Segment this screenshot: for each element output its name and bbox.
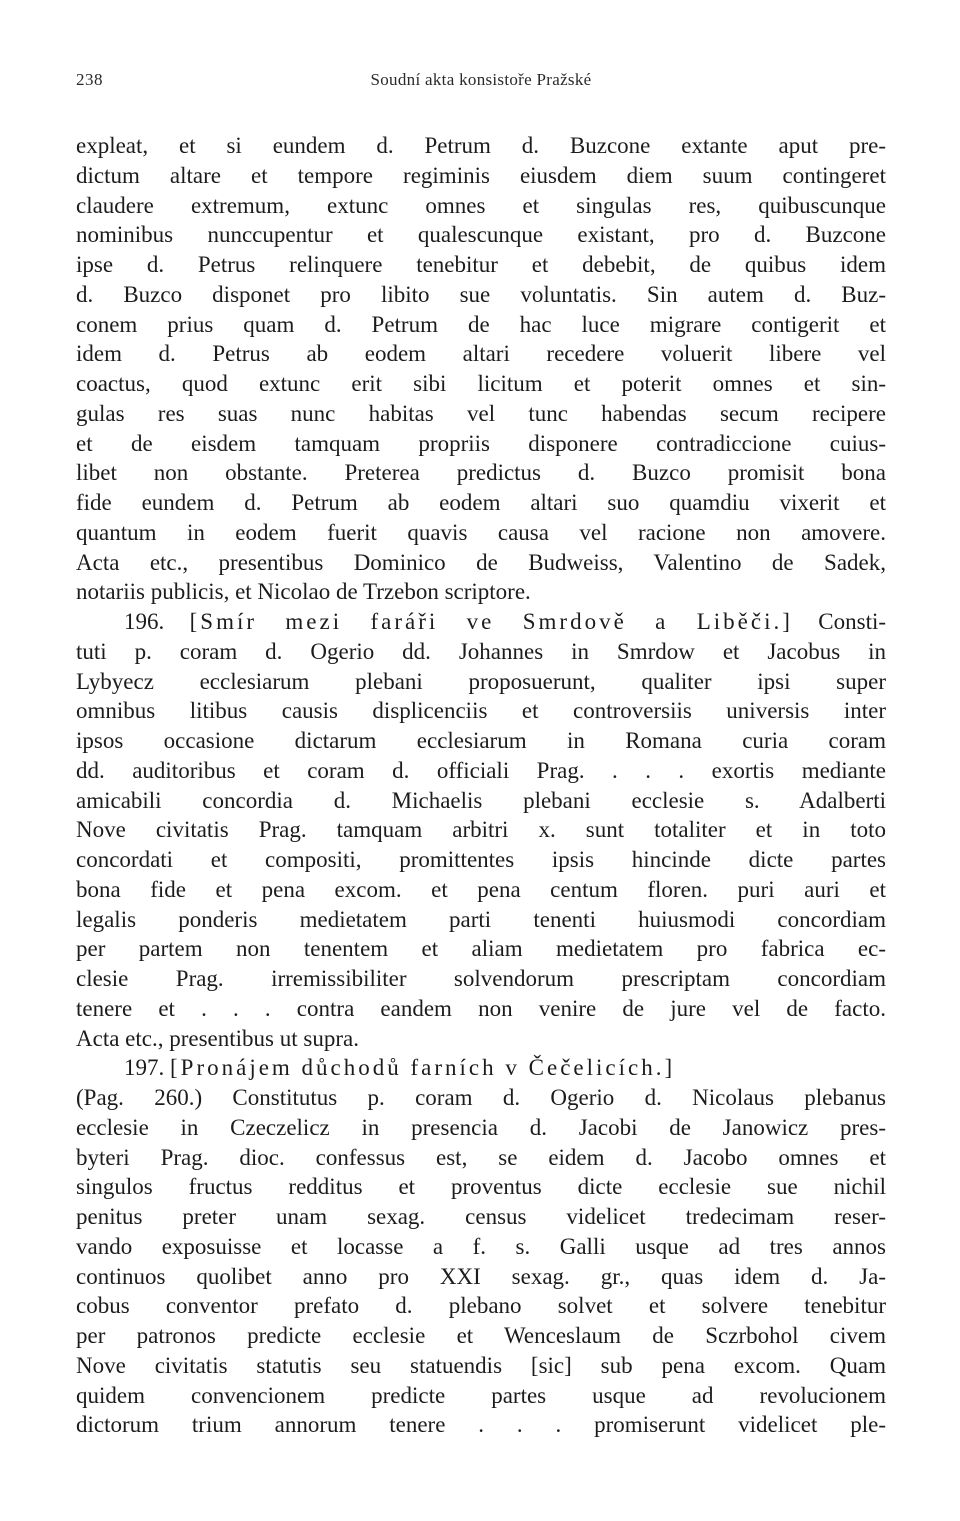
text-line: (Pag. 260.) Constitutus p. coram d. Ogerio d. Nicolaus plebanus (76, 1085, 886, 1110)
text-line: ipsos occasione dictarum ecclesiarum in Romana curia coram (76, 728, 886, 753)
text-line: byteri Prag. dioc. confessus est, se eidem d. Jacobo omnes et (76, 1144, 886, 1170)
text-line: Nove civitatis statutis seu statuendis [sic] sub pena excom. Quam (76, 1352, 886, 1378)
entry-number: 196. (124, 609, 165, 634)
text-line: dd. auditoribus et coram d. officiali Prag. . . . exortis mediante (76, 757, 886, 783)
text-line: Acta etc., presentibus ut supra. (76, 1025, 359, 1051)
text-fragment: Consti- (818, 609, 887, 634)
body-text (76, 131, 886, 1440)
text-line: Nove civitatis Prag. tamquam arbitri x. sunt totaliter et in toto (76, 817, 886, 843)
text-line: idem d. Petrus ab eodem altari recedere voluerit libere vel (76, 341, 886, 367)
text-line: claudere extremum, extunc omnes et singulas res, quibuscunque (76, 192, 886, 218)
entry-197-heading-line (76, 1053, 886, 1083)
text-line: coactus, quod extunc erit sibi licitum et poterit omnes et sin- (76, 371, 886, 396)
text-line: et de eisdem tamquam propriis disponere contradiccione cuius- (76, 430, 886, 456)
text-line: concordati et compositi, promittentes ipsis hincinde dicte partes (76, 847, 886, 872)
page-number: 238 (76, 70, 103, 89)
text-line: quantum in eodem fuerit quavis causa vel racione non amovere. (76, 519, 886, 545)
text-line: expleat, et si eundem d. Petrum d. Buzcone extante aput pre- (76, 133, 886, 158)
text-line: notariis publicis, et Nicolao de Trzebon scriptore. (76, 579, 531, 605)
text-line: per patronos predicte ecclesie et Wenceslaum de Sczrbohol civem (76, 1323, 886, 1348)
text-line: d. Buzco disponet pro libito sue voluntatis. Sin autem d. Buz- (76, 281, 886, 307)
text-line: ipse d. Petrus relinquere tenebitur et debebit, de quibus idem (76, 252, 886, 277)
text-line: libet non obstante. Preterea predictus d. Buzco promisit bona (76, 460, 886, 486)
text-line: dictorum trium annorum tenere . . . promiserunt videlicet ple- (76, 1412, 886, 1438)
text-line: omnibus litibus causis displicenciis et controversiis universis inter (76, 698, 886, 724)
entry-196-heading-line (76, 607, 886, 637)
entry-heading: [Smír mezi faráři ve Smrdově a Liběči.] (189, 609, 793, 634)
text-line: quidem convencionem predicte partes usque ad revolucionem (76, 1382, 886, 1408)
text-line: tuti p. coram d. Ogerio dd. Johannes in Smrdow et Jacobus in (76, 638, 886, 664)
text-line: dictum altare et tempore regiminis eiusdem diem suum contingeret (76, 162, 886, 188)
entry-number: 197. (124, 1055, 165, 1081)
text-line: vando exposuisse et locasse a f. s. Galli usque ad tres annos (76, 1233, 886, 1259)
text-line: legalis ponderis medietatem parti tenenti huiusmodi concordiam (76, 906, 886, 932)
text-line: gulas res suas nunc habitas vel tunc habendas secum recipere (76, 400, 886, 426)
entry-heading: [Pronájem důchodů farních v Čečelicích.] (170, 1055, 676, 1081)
running-head (76, 68, 886, 92)
running-title: Soudní akta konsistoře Pražské (370, 70, 592, 89)
text-line: nominibus nunccupentur et qualescunque existant, pro d. Buzcone (76, 222, 886, 248)
text-line: per partem non tenentem et aliam medietatem pro fabrica ec- (76, 936, 886, 962)
text-line: conem prius quam d. Petrum de hac luce migrare contigerit et (76, 311, 886, 337)
text-line: bona fide et pena excom. et pena centum floren. puri auri et (76, 876, 886, 902)
text-line: singulos fructus redditus et proventus dicte ecclesie sue nichil (76, 1174, 886, 1200)
text-line: tenere et . . . contra eandem non venire de jure vel de facto. (76, 995, 886, 1021)
text-line: cobus conventor prefato d. plebano solvet et solvere tenebitur (76, 1293, 886, 1319)
text-line: continuos quolibet anno pro XXI sexag. gr., quas idem d. Ja- (76, 1263, 886, 1289)
text-line: ecclesie in Czeczelicz in presencia d. Jacobi de Janowicz pres- (76, 1114, 886, 1140)
text-line: fide eundem d. Petrum ab eodem altari suo quamdiu vixerit et (76, 490, 886, 515)
text-line: amicabili concordia d. Michaelis plebani ecclesie s. Adalberti (76, 787, 886, 813)
text-line: Lybyecz ecclesiarum plebani proposuerunt, qualiter ipsi super (76, 668, 886, 694)
text-line: clesie Prag. irremissibiliter solvendorum prescriptam concordiam (76, 966, 886, 991)
text-line: penitus preter unam sexag. census videlicet tredecimam reser- (76, 1204, 886, 1229)
text-line: Acta etc., presentibus Dominico de Budweiss, Valentino de Sadek, (76, 549, 886, 575)
